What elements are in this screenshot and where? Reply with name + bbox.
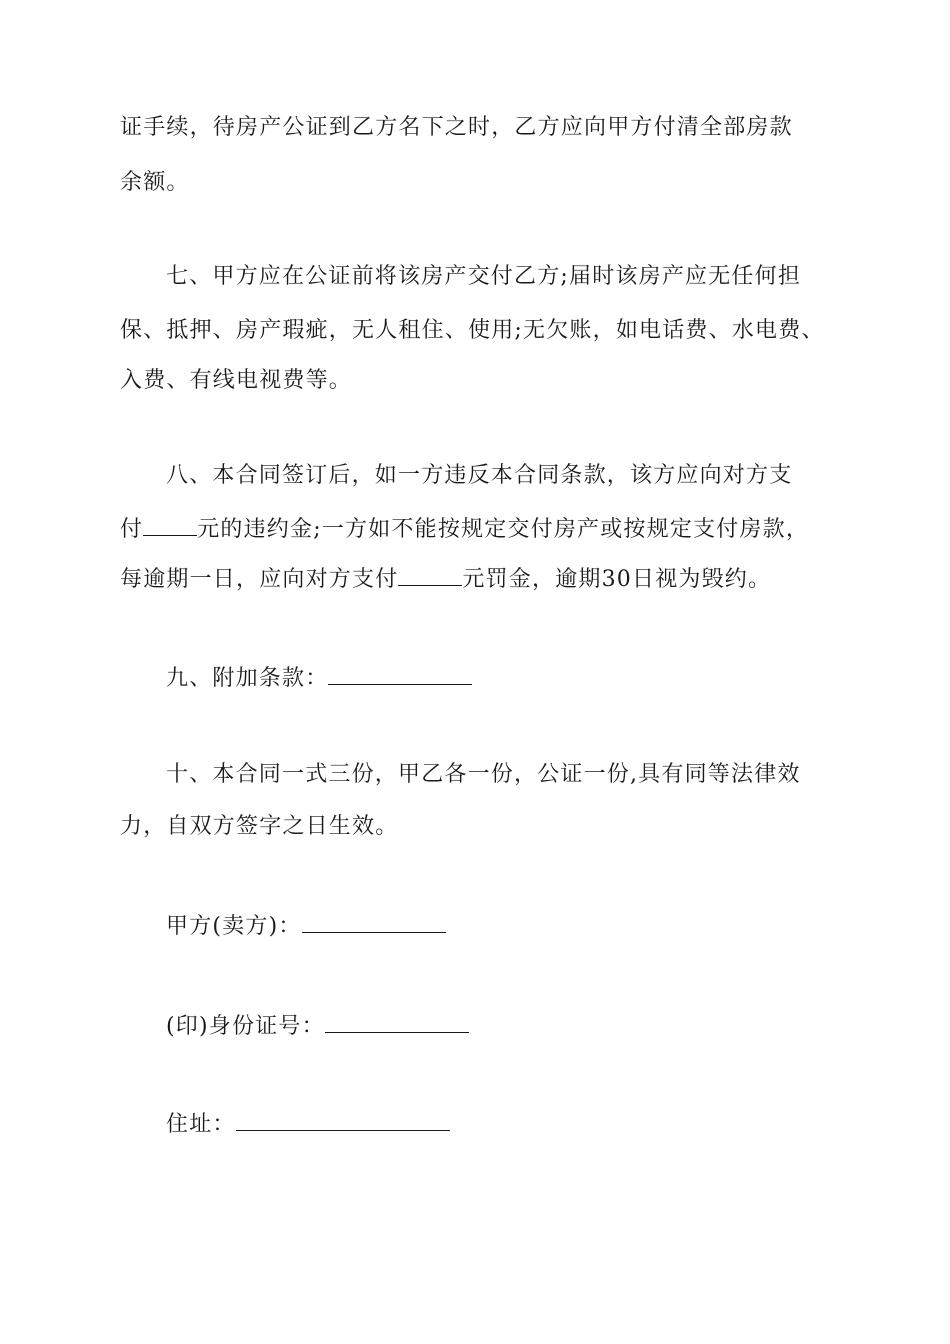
id-number-field xyxy=(166,1010,469,1042)
clause-8-line-3-start: 每逾期一日，应向对方支付 xyxy=(120,567,399,592)
clause-10-line-2: 力，自双方签字之日生效。 xyxy=(120,814,399,839)
id-number-label: (印)身份证号： xyxy=(166,1014,325,1039)
address-blank[interactable] xyxy=(236,1108,450,1131)
clause-8-line-2-start: 付 xyxy=(120,517,144,542)
clause-6-line-2: 余额。 xyxy=(120,170,190,195)
clause-9-label: 九、附加条款： xyxy=(166,666,329,691)
address-label: 住址： xyxy=(166,1112,236,1137)
clause-10-line-1: 十、本合同一式三份，甲乙各一份，公证一份,具有同等法律效 xyxy=(166,762,801,787)
seller-label: 甲方(卖方)： xyxy=(166,914,302,939)
clause-7-line-2: 保、抵押、房产瑕疵，无人租住、使用;无欠账，如电话费、水电费、 xyxy=(120,318,825,343)
seller-field xyxy=(166,910,446,942)
daily-fine-blank[interactable] xyxy=(398,563,462,586)
clause-7-line-1: 七、甲方应在公证前将该房产交付乙方;届时该房产应无任何担 xyxy=(166,264,802,289)
clause-7-line-3: 入费、有线电视费等。 xyxy=(120,368,353,393)
clause-8-line-3-end: 元罚金，逾期30日视为毁约。 xyxy=(462,567,772,592)
clause-8-line-2-end: 元的违约金;一方如不能按规定交付房产或按规定支付房款， xyxy=(197,517,810,542)
address-field xyxy=(166,1108,450,1140)
additional-terms-blank[interactable] xyxy=(328,662,472,685)
clause-6-line-1: 证手续，待房产公证到乙方名下之时，乙方应向甲方付清全部房款 xyxy=(120,115,793,140)
id-number-blank[interactable] xyxy=(325,1010,469,1033)
clause-8-line-1: 八、本合同签订后，如一方违反本合同条款，该方应向对方支 xyxy=(166,463,793,488)
clause-8-line-3 xyxy=(120,563,771,595)
seller-blank[interactable] xyxy=(302,910,446,933)
clause-8-line-2 xyxy=(120,513,809,545)
penalty-amount-blank[interactable] xyxy=(143,513,197,536)
clause-9 xyxy=(166,662,472,694)
